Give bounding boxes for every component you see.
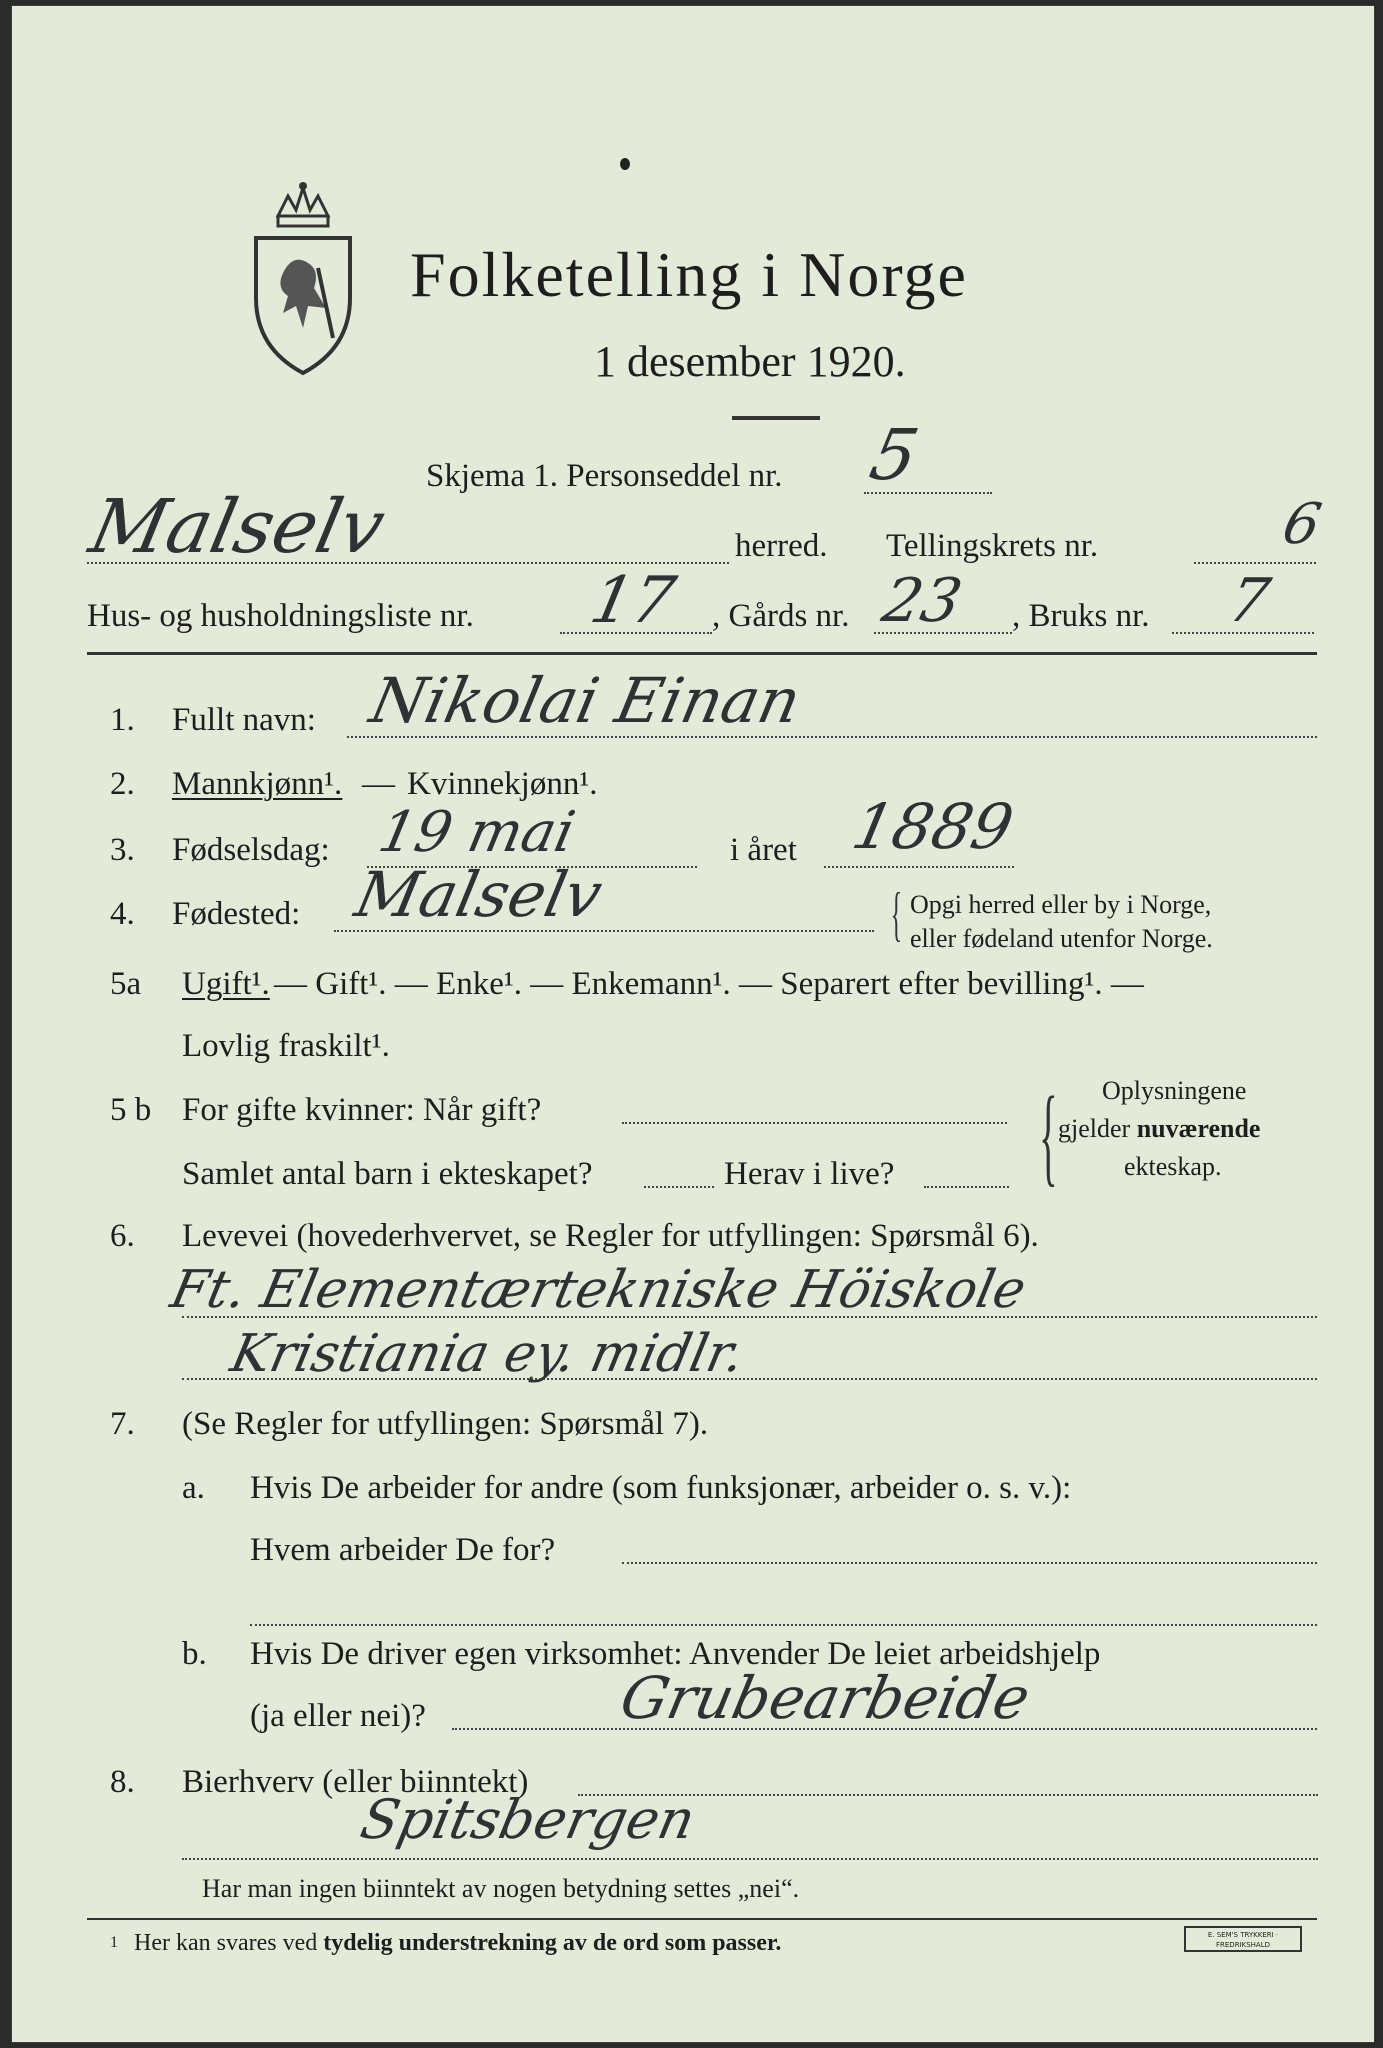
q3-number: 3. bbox=[110, 832, 135, 868]
herred-label: herred. bbox=[735, 528, 828, 564]
q4-number: 4. bbox=[110, 896, 135, 932]
q4-answer: Malselv bbox=[349, 858, 609, 931]
q4-label: Fødested: bbox=[172, 896, 301, 932]
coat-of-arms-icon bbox=[248, 178, 358, 378]
footnote-a: Her kan svares ved bbox=[134, 1930, 324, 1956]
footnote-b: tydelig understrekning av de ord som passer. bbox=[323, 1930, 782, 1956]
q5b-note1: Oplysningene bbox=[1102, 1076, 1247, 1105]
tellingskrets-number: 6 bbox=[1277, 492, 1327, 557]
hus-number: 17 bbox=[584, 564, 682, 638]
herred-handwritten: Malselv bbox=[82, 484, 392, 570]
q3-year: 1889 bbox=[846, 790, 1020, 863]
bruks-number: 7 bbox=[1222, 566, 1276, 636]
q5a-ugift: Ugift¹. bbox=[182, 966, 270, 1002]
footer-rule bbox=[87, 1918, 1317, 1920]
q2-female: Kvinnekjønn¹. bbox=[407, 766, 598, 802]
q1-label: Fullt navn: bbox=[172, 702, 316, 738]
q6-answer1: Ft. Elementærtekniske Höiskole bbox=[165, 1260, 1031, 1320]
header-rule bbox=[87, 652, 1317, 655]
bruks-label: , Bruks nr. bbox=[1012, 598, 1150, 634]
q7a-line2: Hvem arbeider De for? bbox=[250, 1532, 556, 1568]
q5a-number: 5a bbox=[110, 966, 142, 1002]
form-title: Folketelling i Norge bbox=[410, 239, 968, 310]
q5b-line1: For gifte kvinner: Når gift? bbox=[182, 1092, 542, 1128]
q3-year-dots bbox=[824, 866, 1014, 868]
q2-sep: — bbox=[362, 766, 395, 802]
q8-dots2 bbox=[182, 1858, 1318, 1860]
q5b-line2b: Herav i live? bbox=[724, 1156, 895, 1192]
q3-year-label: i året bbox=[730, 832, 797, 868]
q5b-gift-dots bbox=[622, 1122, 1007, 1124]
q7b-line1: Hvis De driver egen virksomhet: Anvender De leiet arbeidshjelp bbox=[250, 1636, 1101, 1672]
form-date: 1 desember 1920. bbox=[594, 337, 906, 386]
q8-label: Bierhverv (eller biinntekt) bbox=[182, 1764, 529, 1800]
q7-number: 7. bbox=[110, 1406, 135, 1442]
q5b-barn-dots bbox=[644, 1186, 714, 1188]
q6-answer2: Kristiania ey. midlr. bbox=[225, 1324, 750, 1384]
q5b-number: 5 b bbox=[110, 1092, 152, 1128]
q8-answer1: Grubearbeide bbox=[614, 1664, 1036, 1732]
q5b-brace: { bbox=[1039, 1074, 1058, 1196]
q5b-live-dots bbox=[924, 1186, 1009, 1188]
q5b-line2: Samlet antal barn i ekteskapet? bbox=[182, 1156, 593, 1192]
q5b-note2b: nuværende bbox=[1136, 1114, 1261, 1143]
printer-mark bbox=[1184, 1926, 1302, 1952]
q2-male: Mannkjønn¹. bbox=[172, 766, 343, 802]
q5b-note2a: gjelder bbox=[1058, 1114, 1137, 1143]
printer-text: E. SEM'S TRYKKERI · FREDRIKSHALD bbox=[1207, 1931, 1279, 1949]
q4-note1: Opgi herred eller by i Norge, bbox=[910, 890, 1212, 919]
q7a-line1: Hvis De arbeider for andre (som funksjonær, arbeider o. s. v.): bbox=[250, 1470, 1072, 1506]
q6-number: 6. bbox=[110, 1218, 135, 1254]
krets-dots bbox=[1194, 562, 1316, 564]
title-rule bbox=[732, 416, 820, 420]
hus-label: Hus- og husholdningsliste nr. bbox=[87, 598, 474, 634]
footnote-number: 1 bbox=[110, 1934, 118, 1951]
q7a-dots1 bbox=[622, 1562, 1317, 1564]
q7b-line2: (ja eller nei)? bbox=[250, 1698, 426, 1734]
q4-brace: { bbox=[890, 881, 903, 947]
q6-label: Levevei (hovederhvervet, se Regler for utfyllingen: Spørsmål 6). bbox=[182, 1218, 1039, 1254]
q6-dots2 bbox=[182, 1378, 1317, 1380]
q3-day: 19 mai bbox=[373, 800, 581, 865]
q7a-letter: a. bbox=[182, 1470, 205, 1506]
skjema-label: Skjema 1. Personseddel nr. bbox=[426, 458, 783, 494]
q7-label: (Se Regler for utfyllingen: Spørsmål 7). bbox=[182, 1406, 709, 1442]
footer-note: Har man ingen biinntekt av nogen betydning settes „nei“. bbox=[202, 1874, 800, 1903]
skjema-number: 5 bbox=[863, 414, 926, 496]
census-form-page bbox=[12, 6, 1374, 2042]
q5a-options: — Gift¹. — Enke¹. — Enkemann¹. — Separert efter bevilling¹. — bbox=[274, 966, 1144, 1002]
q8-answer2: Spitsbergen bbox=[355, 1788, 701, 1851]
q5b-note3: ekteskap. bbox=[1124, 1152, 1222, 1181]
q5b-note2 bbox=[1058, 1114, 1260, 1144]
tellingskrets-label: Tellingskrets nr. bbox=[886, 528, 1099, 564]
q3-label: Fødselsdag: bbox=[172, 832, 330, 868]
footnote bbox=[134, 1930, 781, 1957]
q5a-fraskilt: Lovlig fraskilt¹. bbox=[182, 1028, 390, 1064]
q1-number: 1. bbox=[110, 702, 135, 738]
q6-dots1 bbox=[182, 1316, 1317, 1318]
q7a-dots2 bbox=[250, 1624, 1317, 1626]
q8-number: 8. bbox=[110, 1764, 135, 1800]
q4-note2: eller fødeland utenfor Norge. bbox=[910, 924, 1213, 953]
q7b-letter: b. bbox=[182, 1636, 207, 1672]
q1-answer: Nikolai Einan bbox=[364, 664, 807, 737]
gards-number: 23 bbox=[876, 566, 968, 636]
q2-number: 2. bbox=[110, 766, 135, 802]
ink-dot bbox=[620, 158, 630, 170]
gards-label: , Gårds nr. bbox=[712, 598, 850, 634]
